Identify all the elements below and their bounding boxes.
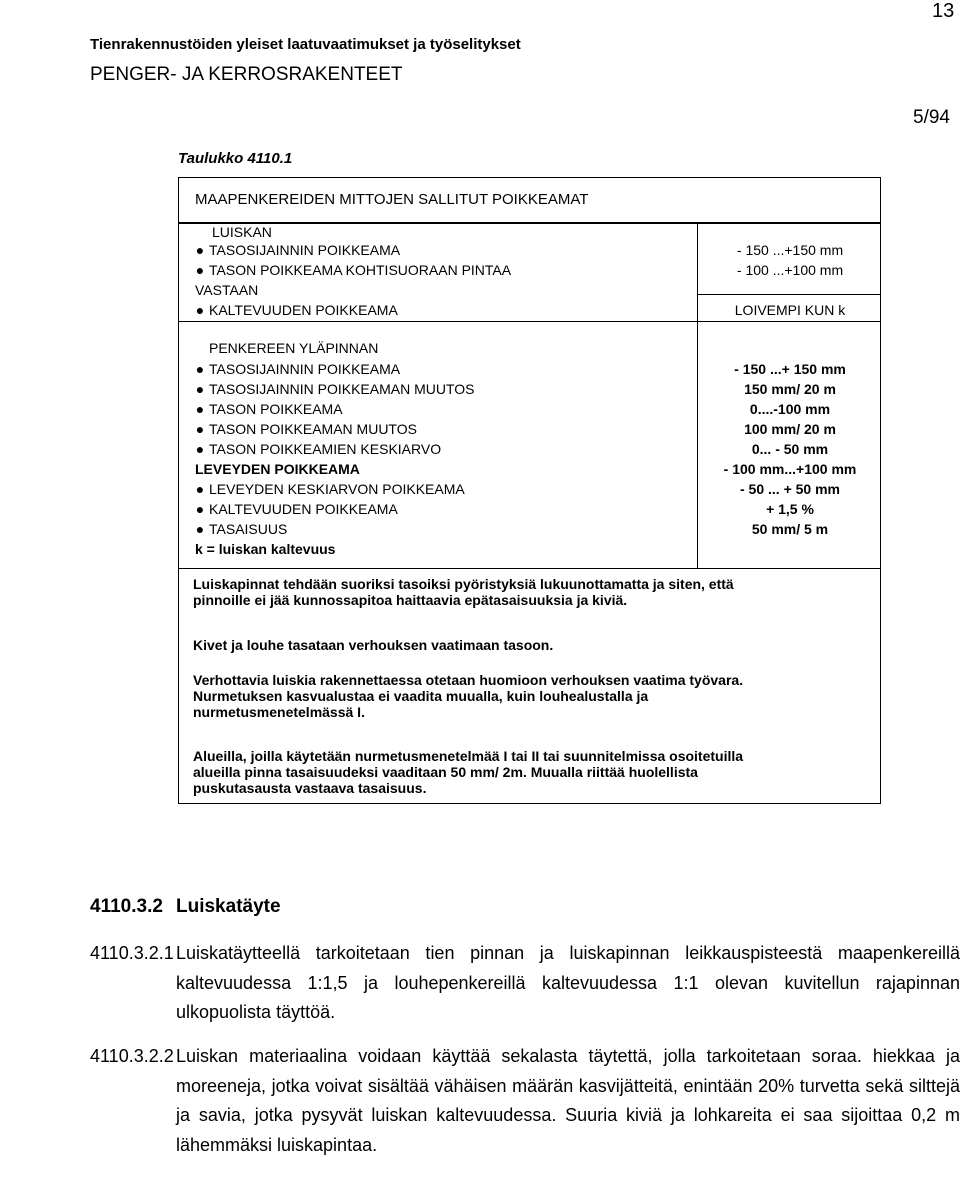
bullet-icon: ● <box>195 381 205 397</box>
page-number: 13 <box>932 0 955 22</box>
bullet-icon: ● <box>195 242 205 258</box>
table-caption: Taulukko 4110.1 <box>178 150 293 167</box>
row-divider <box>179 568 880 569</box>
table-row: ● LEVEYDEN KESKIARVON POIKKEAMA <box>191 481 465 497</box>
cell-divider <box>697 294 880 295</box>
table-row: ● TASON POIKKEAMIEN KESKIARVO <box>191 441 441 457</box>
table-note: Verhottavia luiskia rakennettaessa otetaan huomioon verhouksen vaatima työvara. Nurmetuksen kasvualustaa ei vaadita muualla, kuin louhealustalla ja nurmetusmenetelmässä I. <box>193 672 744 720</box>
table-value: 150 mm/ 20 m <box>744 381 836 397</box>
table-value: 100 mm/ 20 m <box>744 421 836 437</box>
table-value: 0... - 50 mm <box>751 441 829 457</box>
bullet-icon: ● <box>195 401 205 417</box>
table-row: ● TASON POIKKEAMAN MUUTOS <box>191 421 417 437</box>
section-title: Luiskatäyte <box>176 896 281 917</box>
bullet-icon: ● <box>195 421 205 437</box>
table-row: ● TASOSIJAINNIN POIKKEAMA <box>191 242 400 258</box>
table-value: + 1,5 % <box>766 501 814 517</box>
document-header-title: Tienrakennustöiden yleiset laatuvaatimukset ja työselitykset <box>90 36 521 53</box>
table-row: ● TASON POIKKEAMA <box>191 401 343 417</box>
tolerance-table <box>178 223 881 804</box>
row-divider <box>179 321 880 322</box>
paragraph-text: Luiskan materiaalina voidaan käyttää sekalasta täytettä, jolla tarkoitetaan soraa. hiekkaa ja moreeneja, jotka voivat sisältää vähäisen määrän kasvijätteitä, enintään 20% turvetta sekä silttejä ja savia, jotka pysyvät luiskan kaltevuudessa. Suuria kiviä ja lohkareita ei saa sijoittaa 0,2 m lähemmäksi luiskapintaa. <box>176 1046 960 1155</box>
table-row: ● TASOSIJAINNIN POIKKEAMA <box>191 361 400 377</box>
bullet-icon: ● <box>195 302 205 318</box>
paragraph-number: 4110.3.2.2 <box>90 1046 174 1066</box>
table-footnote: k = luiskan kaltevuus <box>195 541 336 557</box>
bullet-icon: ● <box>195 501 205 517</box>
table-note: Kivet ja louhe tasataan verhouksen vaatimaan tasoon. <box>193 637 554 653</box>
document-section-header: PENGER- JA KERROSRAKENTEET <box>90 64 403 85</box>
penger-heading: PENKEREEN YLÄPINNAN <box>209 340 379 356</box>
table-value: 50 mm/ 5 m <box>751 521 829 537</box>
luiska-heading: LUISKAN <box>212 224 272 240</box>
table-row: ● TASON POIKKEAMA KOHTISUORAAN PINTAA <box>191 262 511 278</box>
bullet-icon: ● <box>195 361 205 377</box>
table-value: - 150 ...+ 150 mm <box>734 361 846 377</box>
leveys-heading: LEVEYDEN POIKKEAMA <box>195 461 360 477</box>
table-value: - 150 ...+150 mm <box>736 242 844 258</box>
bullet-icon: ● <box>195 481 205 497</box>
table-title: MAAPENKEREIDEN MITTOJEN SALLITUT POIKKEAMAT <box>195 191 589 208</box>
bullet-icon: ● <box>195 521 205 537</box>
table-row-continuation: VASTAAN <box>195 282 259 298</box>
paragraph-text: Luiskatäytteellä tarkoitetaan tien pinnan ja luiskapinnan leikkauspisteestä maapenkereillä kaltevuudessa 1:1,5 ja louhepenkereillä kaltevuudessa 1:1 olevan kuvitellun rajapinnan ulkopuolista täyttöä. <box>176 943 960 1022</box>
paragraph-number: 4110.3.2.1 <box>90 943 174 963</box>
bullet-icon: ● <box>195 262 205 278</box>
section-number: 4110.3.2 <box>90 896 163 917</box>
table-title-box <box>178 177 881 223</box>
table-row: ● TASOSIJAINNIN POIKKEAMAN MUUTOS <box>191 381 475 397</box>
table-value: LOIVEMPI KUN k <box>734 302 846 318</box>
table-row: ● KALTEVUUDEN POIKKEAMA <box>191 501 398 517</box>
table-value: - 100 mm...+100 mm <box>723 461 857 477</box>
table-row: ● TASAISUUS <box>191 521 287 537</box>
table-note: Alueilla, joilla käytetään nurmetusmenetelmää I tai II tai suunnitelmissa osoitetuilla alueilla pinna tasaisuudeksi vaaditaan 50 mm/ 2m. Muualla riittää huolellista puskutasausta vastaava tasaisuus. <box>193 748 744 796</box>
page-reference: 5/94 <box>913 107 950 128</box>
table-value: - 50 ... + 50 mm <box>740 481 840 497</box>
table-value: 0....-100 mm <box>749 401 831 417</box>
table-note: Luiskapinnat tehdään suoriksi tasoiksi pyöristyksiä lukuunottamatta ja siten, että pinnoille ei jää kunnossapitoa haittaavia epätasaisuuksia ja kiviä. <box>193 576 734 608</box>
table-row: ● KALTEVUUDEN POIKKEAMA <box>191 302 398 318</box>
table-value: - 100 ...+100 mm <box>736 262 844 278</box>
bullet-icon: ● <box>195 441 205 457</box>
